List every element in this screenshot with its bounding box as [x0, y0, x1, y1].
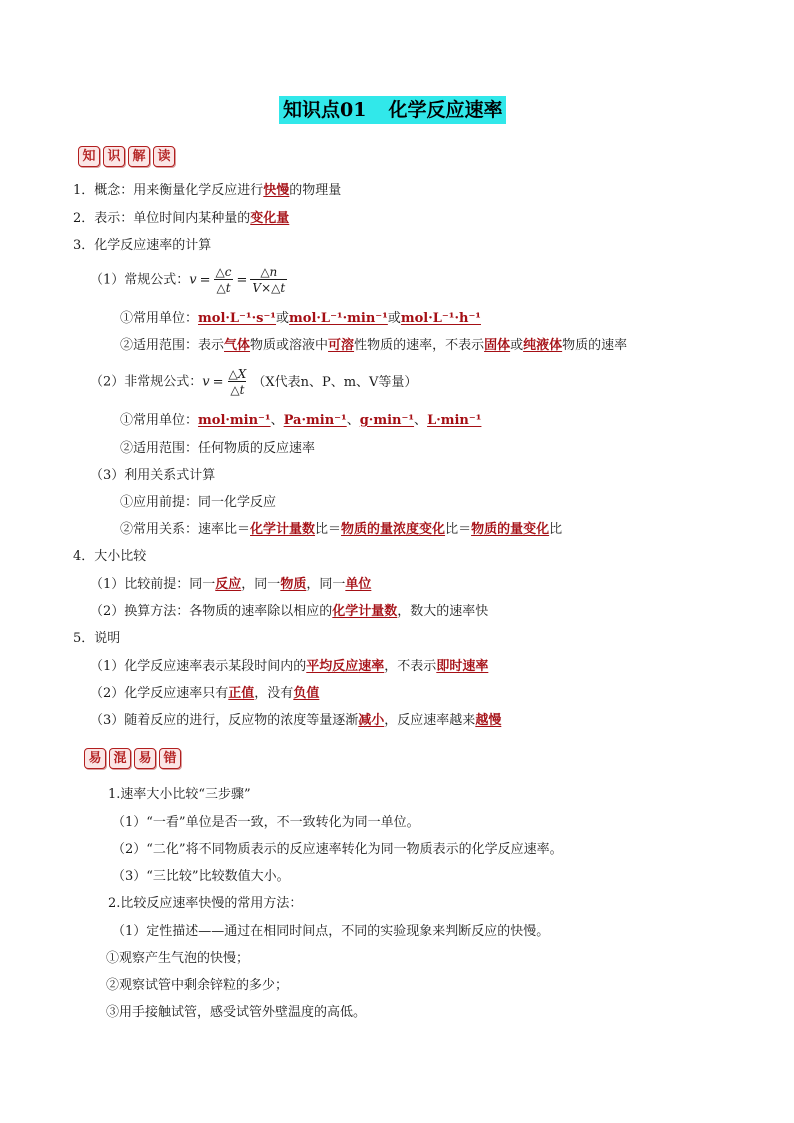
- keyword: 化学计量数: [332, 604, 398, 619]
- keyword: 固体: [484, 338, 511, 353]
- fraction-delta-x-over-delta-t: $\frac{\triangle X}{\triangle t}$: [228, 367, 247, 397]
- keyword: 变化量: [250, 211, 290, 226]
- unit: mol·min⁻¹: [198, 413, 271, 428]
- item-calculation-title: 3．化学反应速率的计算: [73, 238, 212, 253]
- tag-char: 知: [78, 146, 100, 167]
- relation-premise: ①应用前提：同一化学反应: [120, 495, 277, 510]
- item-representation: 2．表示：单位时间内某种量的变化量: [73, 211, 290, 226]
- keyword: 负值: [293, 686, 320, 701]
- confuse-line: 2.比较反应速率快慢的常用方法：: [108, 896, 303, 911]
- keyword: 化学计量数: [250, 522, 316, 537]
- confuse-line: 1.速率大小比较“三步骤”: [108, 787, 251, 802]
- keyword: 即时速率: [436, 659, 489, 674]
- keyword: 快慢: [263, 183, 290, 198]
- tag-char: 识: [103, 146, 125, 167]
- item-comparison-title: 4．大小比较: [73, 549, 147, 564]
- unit: Pa·min⁻¹: [283, 413, 347, 428]
- confuse-line: （1）“一看”单位是否一致，不一致转化为同一单位。: [112, 815, 420, 830]
- keyword: 物质的量浓度变化: [341, 522, 446, 537]
- fraction-delta-n-over-v-delta-t: $\frac{\triangle n}{V\times\triangle t}$: [252, 265, 286, 295]
- keyword: 物质: [280, 577, 307, 592]
- item-concept: 1．概念：用来衡量化学反应进行快慢的物理量: [73, 183, 342, 198]
- tag-char: 易: [84, 748, 106, 769]
- page-title: [279, 96, 506, 124]
- comparison-premise: （1）比较前提：同一反应，同一物质，同一单位: [90, 577, 372, 592]
- comparison-method: （2）换算方法：各物质的速率除以相应的化学计量数，数大的速率快: [90, 604, 489, 619]
- keyword: 减小: [358, 713, 385, 728]
- tag-char: 易: [134, 748, 156, 769]
- regular-formula: （1）常规公式：v = $\frac{\triangle c}{\triangle t}$ = $\frac{\triangle n}{V\times\triangle t}$: [90, 265, 286, 295]
- fraction-delta-c-over-delta-t: $\frac{\triangle c}{\triangle t}$: [215, 265, 232, 295]
- regular-scope: ②适用范围：表示气体物质或溶液中可溶性物质的速率，不表示固体或纯液体物质的速率: [120, 338, 628, 353]
- keyword: 单位: [345, 577, 372, 592]
- unit: mol·L⁻¹·min⁻¹: [289, 311, 388, 326]
- keyword: 平均反应速率: [306, 659, 385, 674]
- keyword: 可溶: [328, 338, 355, 353]
- tag-char: 错: [159, 748, 181, 769]
- tag-char: 混: [109, 748, 131, 769]
- note-average-rate: （1）化学反应速率表示某段时间内的平均反应速率，不表示即时速率: [90, 659, 489, 674]
- unit: mol·L⁻¹·h⁻¹: [400, 311, 481, 326]
- keyword: 反应: [215, 577, 242, 592]
- keyword: 物质的量变化: [471, 522, 550, 537]
- unit: g·min⁻¹: [359, 413, 415, 428]
- relation-calc-title: （3）利用关系式计算: [90, 468, 216, 483]
- irregular-formula: （2）非常规公式：v = $\frac{\triangle X}{\triangle t}$ （X代表n、P、m、V等量）: [90, 367, 418, 397]
- confuse-line: （1）定性描述——通过在相同时间点，不同的实验现象来判断反应的快慢。: [112, 924, 550, 939]
- keyword: 气体: [224, 338, 251, 353]
- unit: mol·L⁻¹·s⁻¹: [198, 311, 277, 326]
- relation-ratio: ②常用关系：速率比＝化学计量数比＝物质的量浓度变化比＝物质的量变化比: [120, 522, 563, 537]
- confuse-line: （2）“二化”将不同物质表示的反应速率转化为同一物质表示的化学反应速率。: [112, 842, 563, 857]
- confuse-line: ②观察试管中剩余锌粒的多少；: [106, 978, 289, 993]
- title-part2: 化学反应速率: [388, 99, 503, 121]
- title-part1: 知识点01: [283, 99, 367, 121]
- tag-char: 读: [153, 146, 175, 167]
- irregular-scope: ②适用范围：任何物质的反应速率: [120, 441, 316, 456]
- keyword: 越慢: [475, 713, 502, 728]
- confuse-line: ①观察产生气泡的快慢；: [106, 951, 250, 966]
- tag-char: 解: [128, 146, 150, 167]
- unit: L·min⁻¹: [427, 413, 482, 428]
- section-tag-confusion: [84, 748, 181, 769]
- confuse-line: ③用手接触试管，感受试管外壁温度的高低。: [106, 1005, 367, 1020]
- item-notes-title: 5．说明: [73, 631, 121, 646]
- regular-units: ①常用单位：mol·L⁻¹·s⁻¹或mol·L⁻¹·min⁻¹或mol·L⁻¹·h⁻¹: [120, 311, 481, 326]
- section-tag-knowledge: [78, 146, 175, 167]
- note-positive-value: （2）化学反应速率只有正值，没有负值: [90, 686, 320, 701]
- confuse-line: （3）“三比较”比较数值大小。: [112, 869, 290, 884]
- note-slowing-rate: （3）随着反应的进行，反应物的浓度等量逐渐减小，反应速率越来越慢: [90, 713, 502, 728]
- keyword: 正值: [228, 686, 255, 701]
- keyword: 纯液体: [523, 338, 563, 353]
- irregular-units: ①常用单位：mol·min⁻¹、Pa·min⁻¹、g·min⁻¹、L·min⁻¹: [120, 413, 482, 428]
